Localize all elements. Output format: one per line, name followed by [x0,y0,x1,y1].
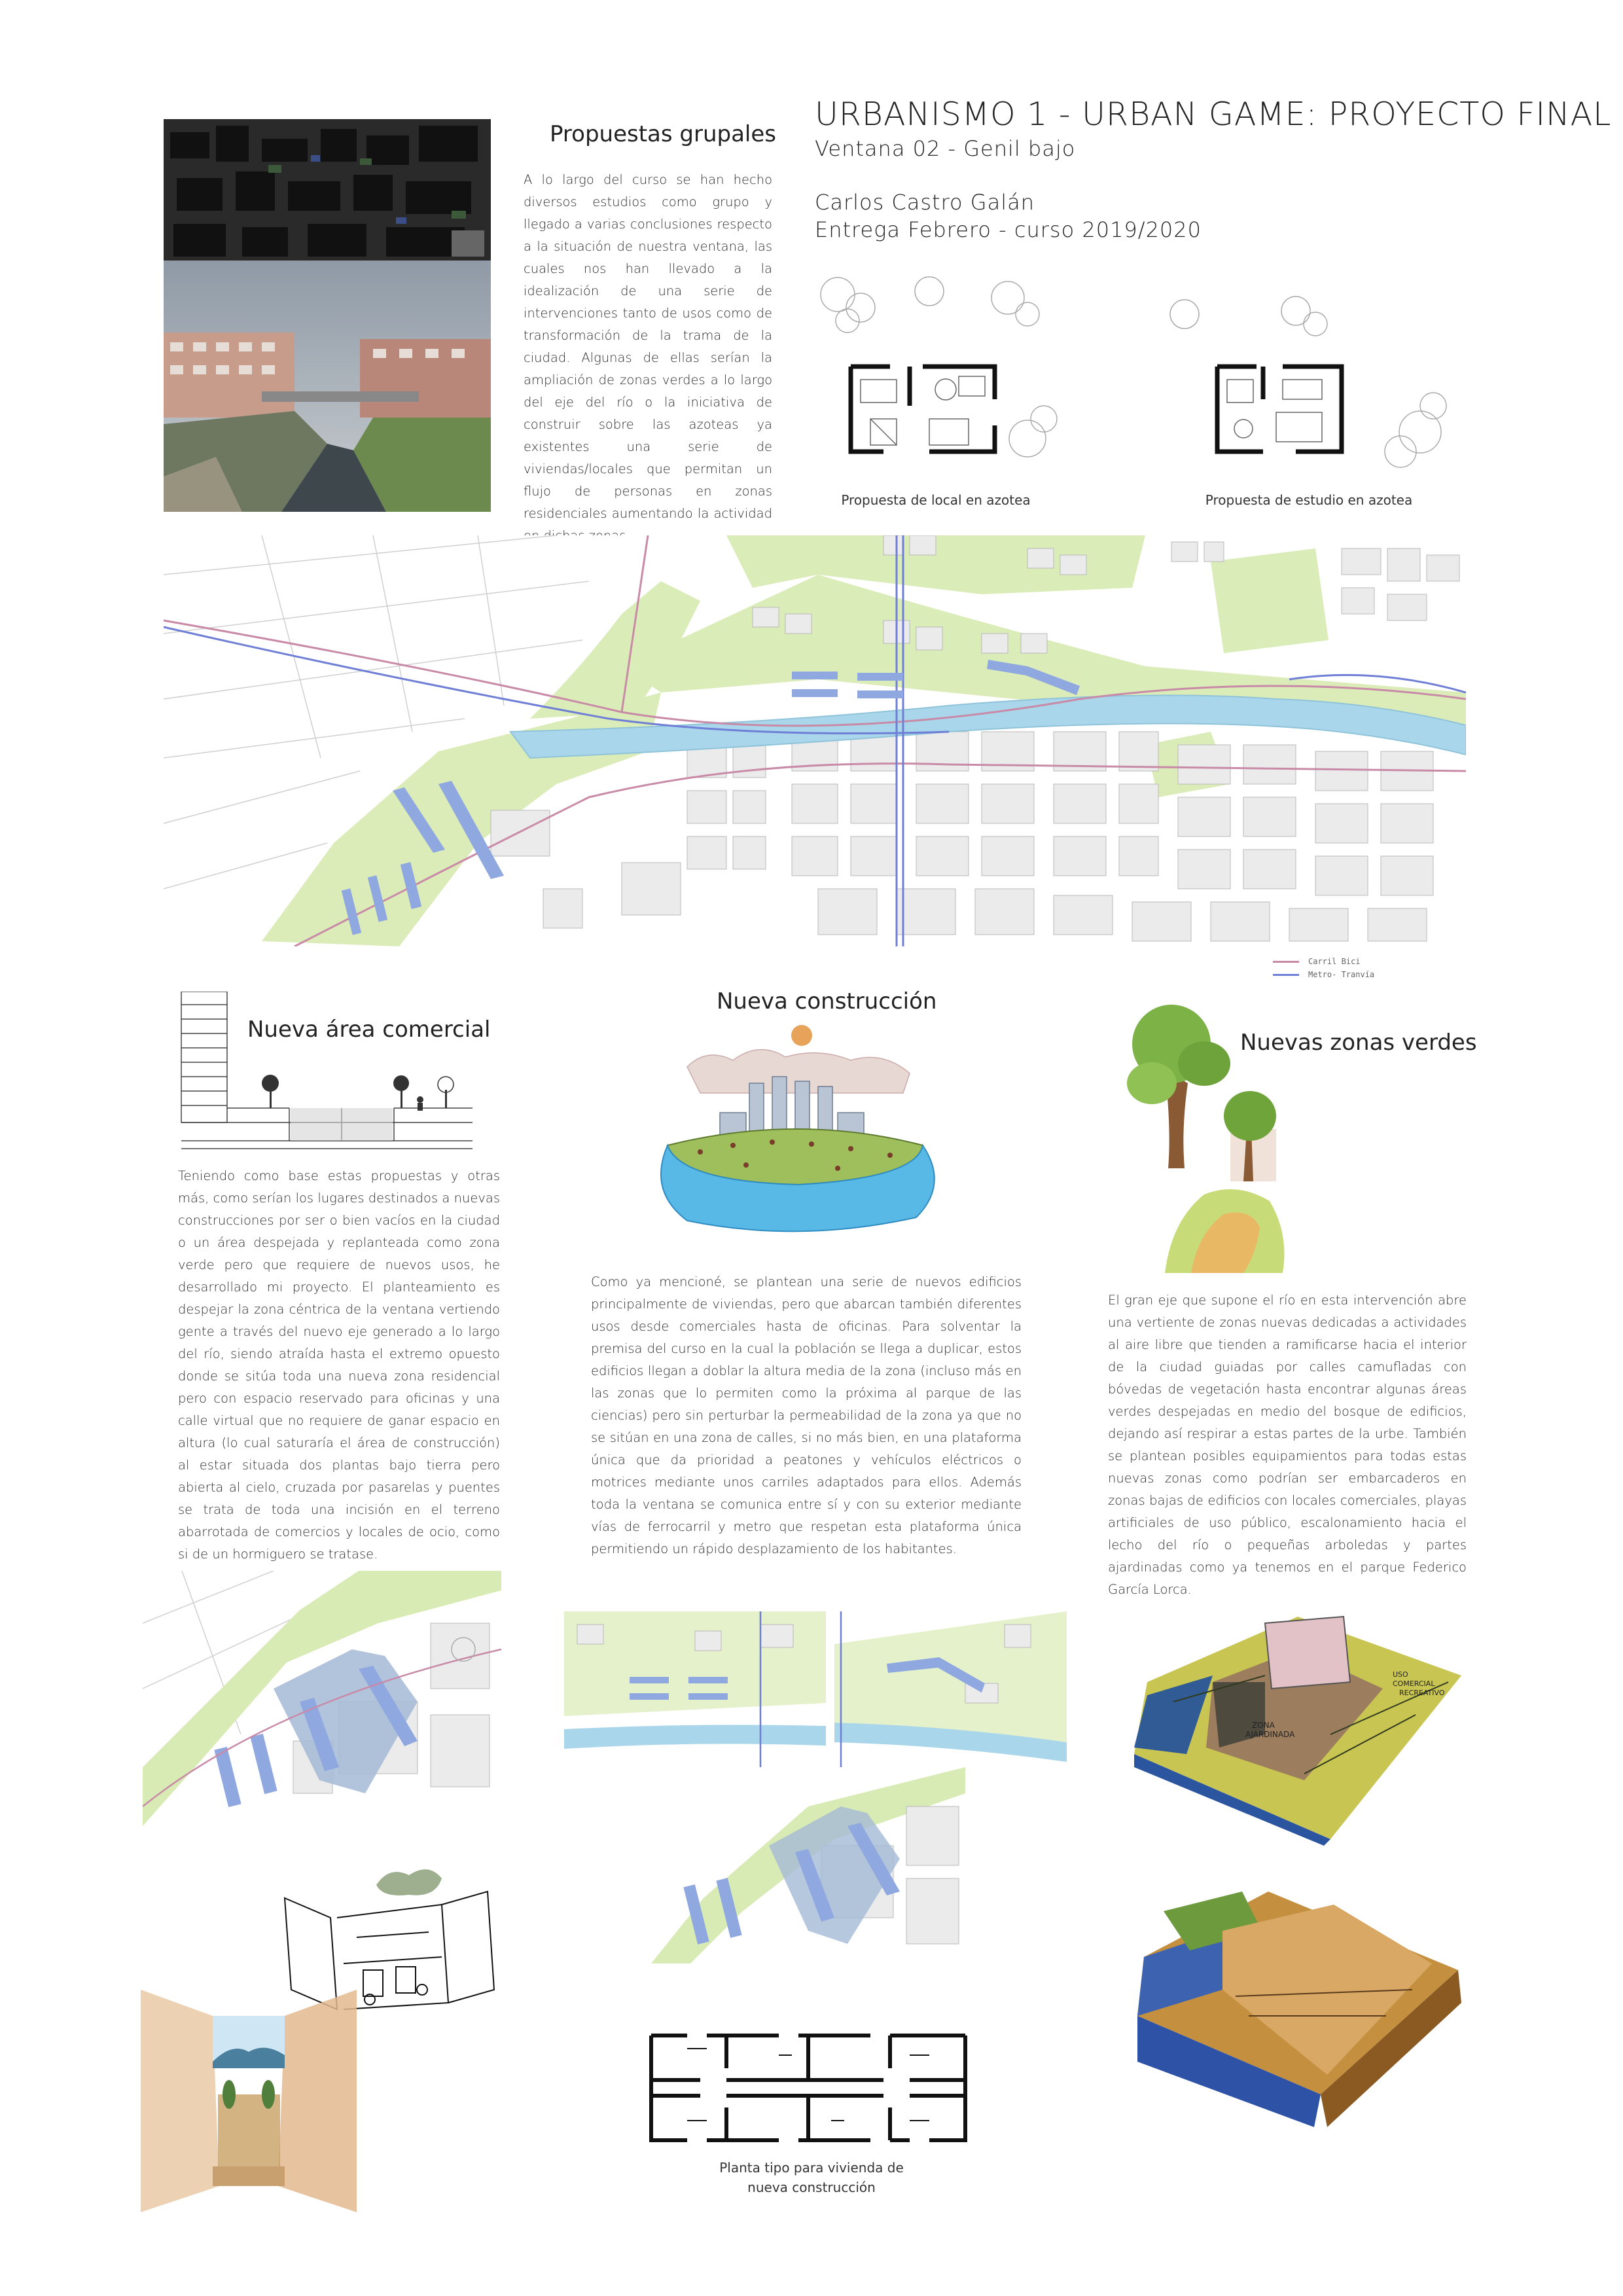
label-comercial: COMERCIAL [1393,1679,1435,1688]
author-name: Carlos Castro Galán [815,190,1035,215]
vivienda-plan-caption-2: nueva construcción [747,2179,876,2195]
legend-metro-label: Metro- Tranvía [1308,970,1375,979]
main-site-map [164,535,1466,946]
label-zona: ZONA [1252,1721,1275,1730]
construccion-detail-map-right [834,1611,1067,1767]
local-plan-drawing [812,268,1060,484]
verdes-sketch [1126,985,1296,1273]
river-render-photo [164,260,491,512]
legend-bike-swatch [1273,961,1299,963]
construccion-title: Nueva construcción [717,988,937,1014]
comercial-detail-map [143,1571,501,1826]
construccion-text: Como ya mencioné, se plantean una serie de nuevos edificios principalmente de viviendas, pero que abarcan también diferentes usos desde comerciales hasta de oficinas. Para solventar la premisa del curso en la cual la población se llega a duplicar, estos edificios llegan a doblar la altura media de la zona (incluso más en las zonas que lo permiten como la próxima al parque de las ciencias) pero sin perturbar la permeabilidad de la zona ya que no se sitúan en una zona de calles, si no más bien, en una plataforma única que da prioridad a peatones y vehículos eléctricos o motrices mediante unos carriles adaptados para ellos. Además toda la ventana se comunica entre sí y con su exterior mediante vías de ferrocarril y metro que respetan esta plataforma única permitiendo un rápido desplazamiento de los habitantes. [591,1274,1022,1556]
construccion-sketch [641,1021,955,1244]
estudio-plan-drawing [1165,288,1453,484]
vivienda-plan-caption-1: Planta tipo para vivienda de [719,2160,904,2176]
canyon-sketch [141,1990,357,2212]
vivienda-plan-drawing [648,2029,975,2147]
label-uso: USO [1393,1670,1408,1679]
map-legend [1273,957,1404,979]
riverbank-sketch [1137,1878,1465,2134]
comercial-text: Teniendo como base estas propuestas y otras más, como serían los lugares destinados a nuevas construcciones por ser o bien vacíos en la ciudad o un área despejada y replanteada como zona verde pero que requiere de nuevos usos, he desarrollado mi proyecto. El planteamiento es despejar la zona céntrica de la ventana vertiendo gente a través del nuevo eje generado a lo largo del río, siendo atraída hasta el extremo opuesto donde se sitúa toda una nueva zona residencial pero con espacio reservado para oficinas y una calle virtual que no requiere de ganar espacio en altura (lo cual saturaría el área de construcción) al estar situada dos plantas bajo tierra pero abierta al cielo, cruzada por pasarelas y puentes se trata de toda una incisión en el terreno abarrotada de comercios y locales de ocio, como si de un hormiguero se tratase. [178,1168,500,1562]
model-photo [164,119,491,260]
comercial-title: Nueva área comercial [247,1016,491,1043]
local-plan-caption: Propuesta de local en azotea [841,492,1031,508]
page-title: URBANISMO 1 - URBAN GAME: PROYECTO FINAL [815,96,1612,133]
comercial-section-drawing [178,992,479,1152]
verdes-title: Nuevas zonas verdes [1240,1030,1477,1056]
plaza-sketch [1134,1604,1466,1846]
propuestas-text: A lo largo del curso se han hecho diversos estudios como grupo y llegado a varias conclusiones respecto a la situación de nuestra ventana, las cuales nos han llevado a la idealización de una serie de intervenciones tanto de usos como de transformación de la trama de la ciudad. Algunas de ellas serían la ampliación de zonas verdes a lo largo del eje del río o la iniciativa de construir sobre las azoteas ya existentes una serie de viviendas/locales que permitan un flujo de personas en zonas residenciales aumentando la actividad [524,172,772,521]
label-recreativo: RECREATIVO [1399,1689,1445,1697]
propuestas-title: Propuestas grupales [550,121,776,147]
page-subtitle: Ventana 02 - Genil bajo [815,136,1076,161]
estudio-plan-caption: Propuesta de estudio en azotea [1205,492,1413,508]
construccion-detail-map-left [564,1611,826,1767]
verdes-text: El gran eje que supone el río en esta intervención abre una vertiente de zonas nuevas dedicadas a actividades al aire libre que tienden a ramificarse hacia el interior de la ciudad guiadas por calles camufladas con bóvedas de vegetación hasta encontrar algunas áreas verdes despejadas en medio del bosque de edificios, dejando así respirar a estas partes de la urbe. También se plantean posibles equipamientos para todas estas nuevas zonas como podrían ser embarcaderos en zonas bajas de edificios con locales comerciales, playas artificiales de uso público, escalonamiento hacia el lecho del río o pequeñas arboledas y partes ajardinadas como ya tenemos en el parque Federico García Lorca. [1108,1293,1467,1597]
label-ajardinada: AJARDINADA [1245,1730,1295,1739]
legend-bike-label: Carril Bici [1308,957,1361,966]
delivery-info: Entrega Febrero - curso 2019/2020 [815,217,1202,242]
legend-metro-swatch [1273,974,1299,976]
construccion-detail-map-bottom [651,1767,965,1964]
